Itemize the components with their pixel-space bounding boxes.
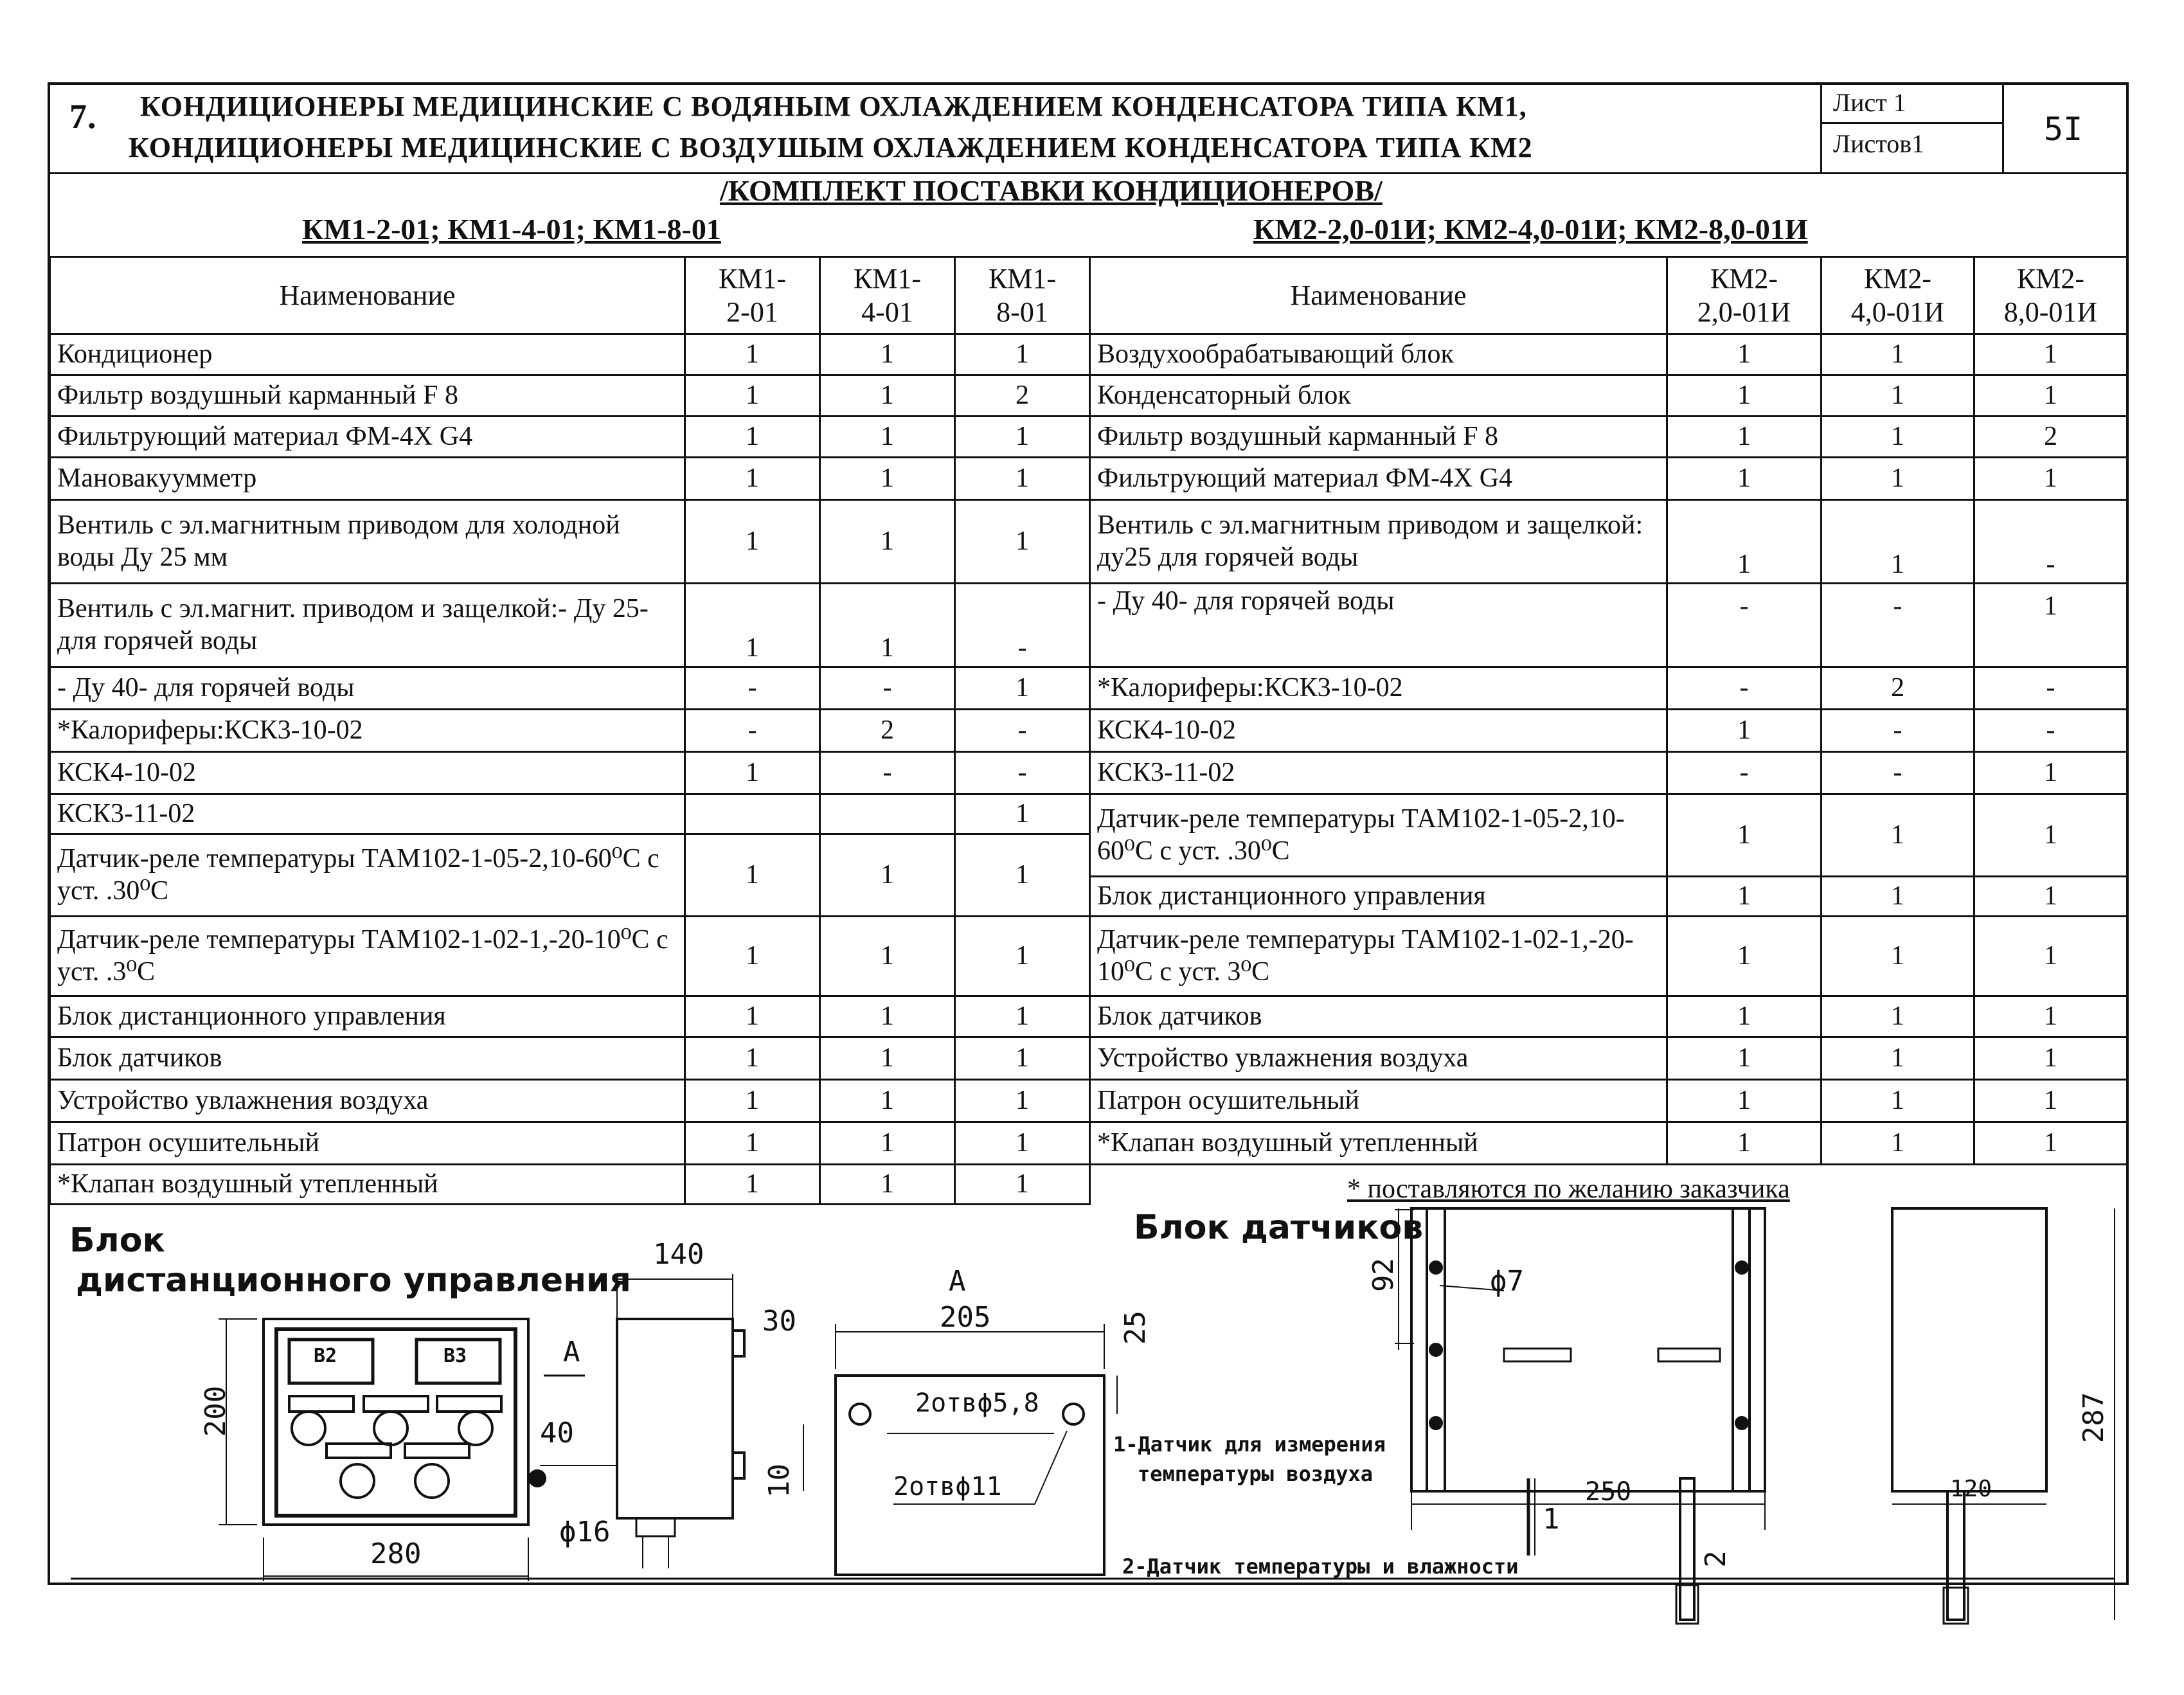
holes-label-1: 2отвϕ5,8: [915, 1388, 1039, 1418]
item-name: КСК4-10-02: [1090, 710, 1667, 752]
item-name: Патрон осушительный: [50, 1122, 685, 1165]
item-name: Мановакуумметр: [50, 458, 685, 500]
item-name: *Калориферы:КСК3-10-02: [50, 710, 685, 752]
sensor-callout-1-line-2: температуры воздуха: [1138, 1462, 1374, 1486]
qty: 1: [1974, 584, 2127, 667]
qty: 1: [955, 834, 1090, 917]
qty: 1: [820, 917, 955, 996]
qty: 1: [1974, 752, 2127, 794]
dim-205: 205: [940, 1301, 991, 1334]
qty: 1: [820, 1037, 955, 1080]
qty: 1: [955, 917, 1090, 996]
qty: 1: [685, 417, 820, 458]
dim-140: 140: [653, 1238, 704, 1271]
qty: 1: [1667, 458, 1821, 500]
qty: 1: [1667, 334, 1821, 375]
mount-hole-2: [1063, 1404, 1084, 1424]
qty: 2: [1821, 667, 1974, 710]
qty: 1: [685, 334, 820, 375]
qty: 1: [1821, 1037, 1974, 1080]
qty: 1: [1667, 710, 1821, 752]
qty: 1: [685, 1122, 820, 1165]
qty: 1: [955, 1165, 1090, 1205]
item-name: Кондиционер: [50, 334, 685, 375]
qty: 1: [685, 1080, 820, 1122]
qty: 1: [955, 996, 1090, 1037]
col-header-km2-2: КМ2- 2,0-01И: [1667, 257, 1821, 334]
qty: 1: [1821, 1122, 1974, 1165]
sensor-block-label: Блок датчиков: [1134, 1208, 1424, 1247]
qty: 1: [685, 917, 820, 996]
qty: 1: [820, 1122, 955, 1165]
item-name: Устройство увлажнения воздуха: [1090, 1037, 1667, 1080]
item-name: КСК4-10-02: [50, 752, 685, 794]
col-header-km1-2: КМ1- 2-01: [685, 257, 820, 334]
qty: -: [685, 710, 820, 752]
qty: 1: [955, 417, 1090, 458]
qty: 1: [1974, 375, 2127, 417]
qty: -: [955, 710, 1090, 752]
qty: 1: [1974, 917, 2127, 996]
item-name: Воздухообрабатывающий блок: [1090, 334, 1667, 375]
item-name: Конденсаторный блок: [1090, 375, 1667, 417]
qty: 1: [1821, 375, 1974, 417]
item-name: КСК3-11-02: [1090, 752, 1667, 794]
qty: -: [1974, 667, 2127, 710]
terminal-3: [437, 1396, 501, 1412]
qty: -: [820, 752, 955, 794]
qty: 1: [955, 1122, 1090, 1165]
qty: 1: [685, 584, 820, 667]
left-group-title: КМ1-2-01; КМ1-4-01; КМ1-8-01: [302, 213, 721, 246]
qty: -: [955, 584, 1090, 667]
qty: -: [1667, 667, 1821, 710]
footnote: * поставляются по желанию заказчика: [1347, 1174, 1790, 1204]
dim-92: 92: [1366, 1258, 1400, 1292]
section-number: 7.: [69, 97, 97, 136]
col-header-km1-4: КМ1- 4-01: [820, 257, 955, 334]
qty: 1: [820, 996, 955, 1037]
dim-280: 280: [370, 1538, 422, 1570]
item-name: - Ду 40- для горячей воды: [1090, 584, 1667, 667]
remote-front-inner: [276, 1329, 515, 1516]
dim-120: 120: [1950, 1476, 1992, 1502]
right-group-title: КМ2-2,0-01И; КМ2-4,0-01И; КМ2-8,0-01И: [1253, 213, 1808, 246]
qty: -: [955, 752, 1090, 794]
knob-4: [341, 1464, 374, 1498]
item-name: *Клапан воздушный утепленный: [50, 1165, 685, 1205]
subtitle: /КОМПЛЕКТ ПОСТАВКИ КОНДИЦИОНЕРОВ/: [720, 174, 1383, 207]
qty: 1: [955, 794, 1090, 834]
callout-1-number: 1: [1543, 1503, 1560, 1536]
qty: -: [1821, 584, 1974, 667]
remote-side-view: [617, 1319, 733, 1518]
col-header-name: Наименование: [50, 257, 685, 334]
qty: 1: [1974, 1080, 2127, 1122]
dim-10: 10: [762, 1464, 796, 1498]
qty: -: [1667, 584, 1821, 667]
qty: 2: [1974, 417, 2127, 458]
item-name: Фильтр воздушный карманный F 8: [50, 375, 685, 417]
qty: 1: [685, 500, 820, 584]
qty: 1: [820, 334, 955, 375]
item-name: Вентиль с эл.магнитным приводом и защелкой: ду25 для горячей воды: [1090, 500, 1667, 584]
qty: 1: [1667, 877, 1821, 917]
callout-2-number: 2: [1699, 1550, 1732, 1568]
qty: -: [820, 667, 955, 710]
qty: 1: [955, 334, 1090, 375]
qty: 1: [1667, 1080, 1821, 1122]
terminal-2: [364, 1396, 428, 1412]
item-name: Вентиль с эл.магнит. приводом и защелкой:- Ду 25- для горячей воды: [50, 584, 685, 667]
qty: 1: [1667, 417, 1821, 458]
knob-5: [415, 1464, 449, 1498]
item-name: Датчик-реле температуры ТАМ102-1-02-1,-20-10⁰С с уст. .3⁰С: [50, 917, 685, 996]
qty: 1: [1974, 1037, 2127, 1080]
dim-40: 40: [540, 1417, 574, 1449]
knob-2: [374, 1412, 407, 1445]
page-number: 5I: [2044, 111, 2083, 148]
qty: 1: [820, 500, 955, 584]
sensor-front-view: [1411, 1208, 1765, 1491]
qty: 1: [1974, 458, 2127, 500]
qty: 1: [1821, 458, 1974, 500]
item-name: Блок дистанционного управления: [1090, 877, 1667, 917]
qty: 1: [955, 458, 1090, 500]
qty: 1: [685, 996, 820, 1037]
qty: 2: [955, 375, 1090, 417]
sheets-label: Листов1: [1833, 129, 1925, 158]
qty: 1: [820, 417, 955, 458]
sensor-slot-1: [1504, 1349, 1571, 1361]
sensor-callout-1-line-1: 1-Датчик для измерения: [1113, 1432, 1386, 1457]
item-name: Патрон осушительный: [1090, 1080, 1667, 1122]
qty: 1: [820, 1080, 955, 1122]
holes-label-2: 2отвϕ11: [893, 1472, 1002, 1502]
qty: 1: [1667, 996, 1821, 1037]
qty: 1: [1667, 375, 1821, 417]
qty: 1: [1821, 917, 1974, 996]
item-name: Блок дистанционного управления: [50, 996, 685, 1037]
qty: 1: [1667, 794, 1821, 877]
qty: 1: [1667, 1037, 1821, 1080]
knob-3: [459, 1412, 492, 1445]
item-name: Блок датчиков: [50, 1037, 685, 1080]
qty: 1: [1821, 334, 1974, 375]
qty: 1: [1974, 996, 2127, 1037]
qty: 1: [685, 375, 820, 417]
item-name: Устройство увлажнения воздуха: [50, 1080, 685, 1122]
panel-b3-label: В3: [443, 1345, 467, 1367]
item-name: Датчик-реле температуры ТАМ102-1-02-1,-20-10⁰С с уст. 3⁰С: [1090, 917, 1667, 996]
dim-200: 200: [199, 1385, 233, 1437]
qty: 1: [1821, 1080, 1974, 1122]
qty: 1: [1667, 917, 1821, 996]
qty: 1: [820, 834, 955, 917]
qty: 1: [685, 1165, 820, 1205]
dim-30: 30: [762, 1305, 796, 1338]
knob-1: [292, 1412, 325, 1445]
item-name: Датчик-реле температуры ТАМ102-1-05-2,10-60⁰С с уст. .30⁰С: [50, 834, 685, 917]
qty: 1: [820, 375, 955, 417]
qty: 1: [1821, 500, 1974, 584]
qty: -: [1974, 710, 2127, 752]
dim-phi7: ϕ7: [1490, 1265, 1524, 1298]
item-name: Фильтрующий материал ФМ-4Х G4: [1090, 458, 1667, 500]
col-header-name: Наименование: [1090, 257, 1667, 334]
qty: 1: [820, 1165, 955, 1205]
dim-25: 25: [1118, 1311, 1152, 1345]
qty: 1: [685, 752, 820, 794]
item-name: Вентиль с эл.магнитным приводом для холодной воды Ду 25 мм: [50, 500, 685, 584]
remote-block-label-1: Блок: [69, 1221, 165, 1260]
item-name: КСК3-11-02: [50, 794, 685, 834]
qty: 1: [685, 1037, 820, 1080]
qty: 1: [685, 458, 820, 500]
qty: 1: [1667, 500, 1821, 584]
panel-b2-label: В2: [314, 1345, 337, 1367]
terminal-5: [405, 1444, 469, 1458]
item-name: *Калориферы:КСК3-10-02: [1090, 667, 1667, 710]
qty: 1: [955, 500, 1090, 584]
qty: 1: [820, 458, 955, 500]
title-line-1: КОНДИЦИОНЕРЫ МЕДИЦИНСКИЕ С ВОДЯНЫМ ОХЛАЖДЕНИЕМ КОНДЕНСАТОРА ТИПА КМ1,: [140, 91, 1527, 122]
item-name: Фильтрующий материал ФМ-4Х G4: [50, 417, 685, 458]
qty: 2: [820, 710, 955, 752]
qty: -: [1974, 500, 2127, 584]
item-name: Фильтр воздушный карманный F 8: [1090, 417, 1667, 458]
remote-block-label-2: дистанционного управления: [76, 1261, 631, 1300]
qty: 1: [1974, 877, 2127, 917]
sensor-side-view: [1892, 1208, 2046, 1491]
item-name: *Клапан воздушный утепленный: [1090, 1122, 1667, 1165]
remote-front-outer: [264, 1319, 528, 1525]
sensor-slot-2: [1658, 1349, 1720, 1361]
qty: -: [1667, 752, 1821, 794]
view-a-label: А: [949, 1265, 966, 1298]
qty: 1: [820, 584, 955, 667]
view-a-arrow-label: А: [563, 1336, 580, 1368]
qty: 1: [1974, 1122, 2127, 1165]
sensor-callout-2: 2-Датчик температуры и влажности: [1122, 1554, 1519, 1579]
col-header-km2-8: КМ2- 8,0-01И: [1974, 257, 2127, 334]
qty: 1: [1974, 334, 2127, 375]
dim-phi16: ϕ16: [559, 1516, 611, 1548]
dim-250: 250: [1585, 1477, 1632, 1507]
dim-287: 287: [2077, 1392, 2111, 1444]
title-line-2: КОНДИЦИОНЕРЫ МЕДИЦИНСКИЕ С ВОЗДУШЫМ ОХЛАЖДЕНИЕМ КОНДЕНСАТОРА ТИПА КМ2: [129, 132, 1533, 163]
qty: 1: [955, 1037, 1090, 1080]
sheet-label: Лист 1: [1833, 88, 1906, 117]
cable-gland: [530, 1471, 545, 1486]
mount-hole-1: [850, 1404, 870, 1424]
col-header-km2-4: КМ2- 4,0-01И: [1821, 257, 1974, 334]
qty: 1: [1821, 794, 1974, 877]
item-name: - Ду 40- для горячей воды: [50, 667, 685, 710]
qty: 1: [1821, 417, 1974, 458]
qty: 1: [685, 834, 820, 917]
qty: -: [1821, 752, 1974, 794]
qty: 1: [1667, 1122, 1821, 1165]
qty: 1: [1974, 794, 2127, 877]
col-header-km1-8: КМ1- 8-01: [955, 257, 1090, 334]
terminal-4: [327, 1444, 391, 1458]
qty: -: [685, 667, 820, 710]
item-name: Датчик-реле температуры ТАМ102-1-05-2,10-60⁰С с уст. .30⁰С: [1090, 794, 1667, 877]
terminal-1: [289, 1396, 354, 1412]
qty: 1: [1821, 877, 1974, 917]
qty: -: [1821, 710, 1974, 752]
qty: 1: [955, 667, 1090, 710]
qty: 1: [955, 1080, 1090, 1122]
qty: 1: [1821, 996, 1974, 1037]
item-name: Блок датчиков: [1090, 996, 1667, 1037]
